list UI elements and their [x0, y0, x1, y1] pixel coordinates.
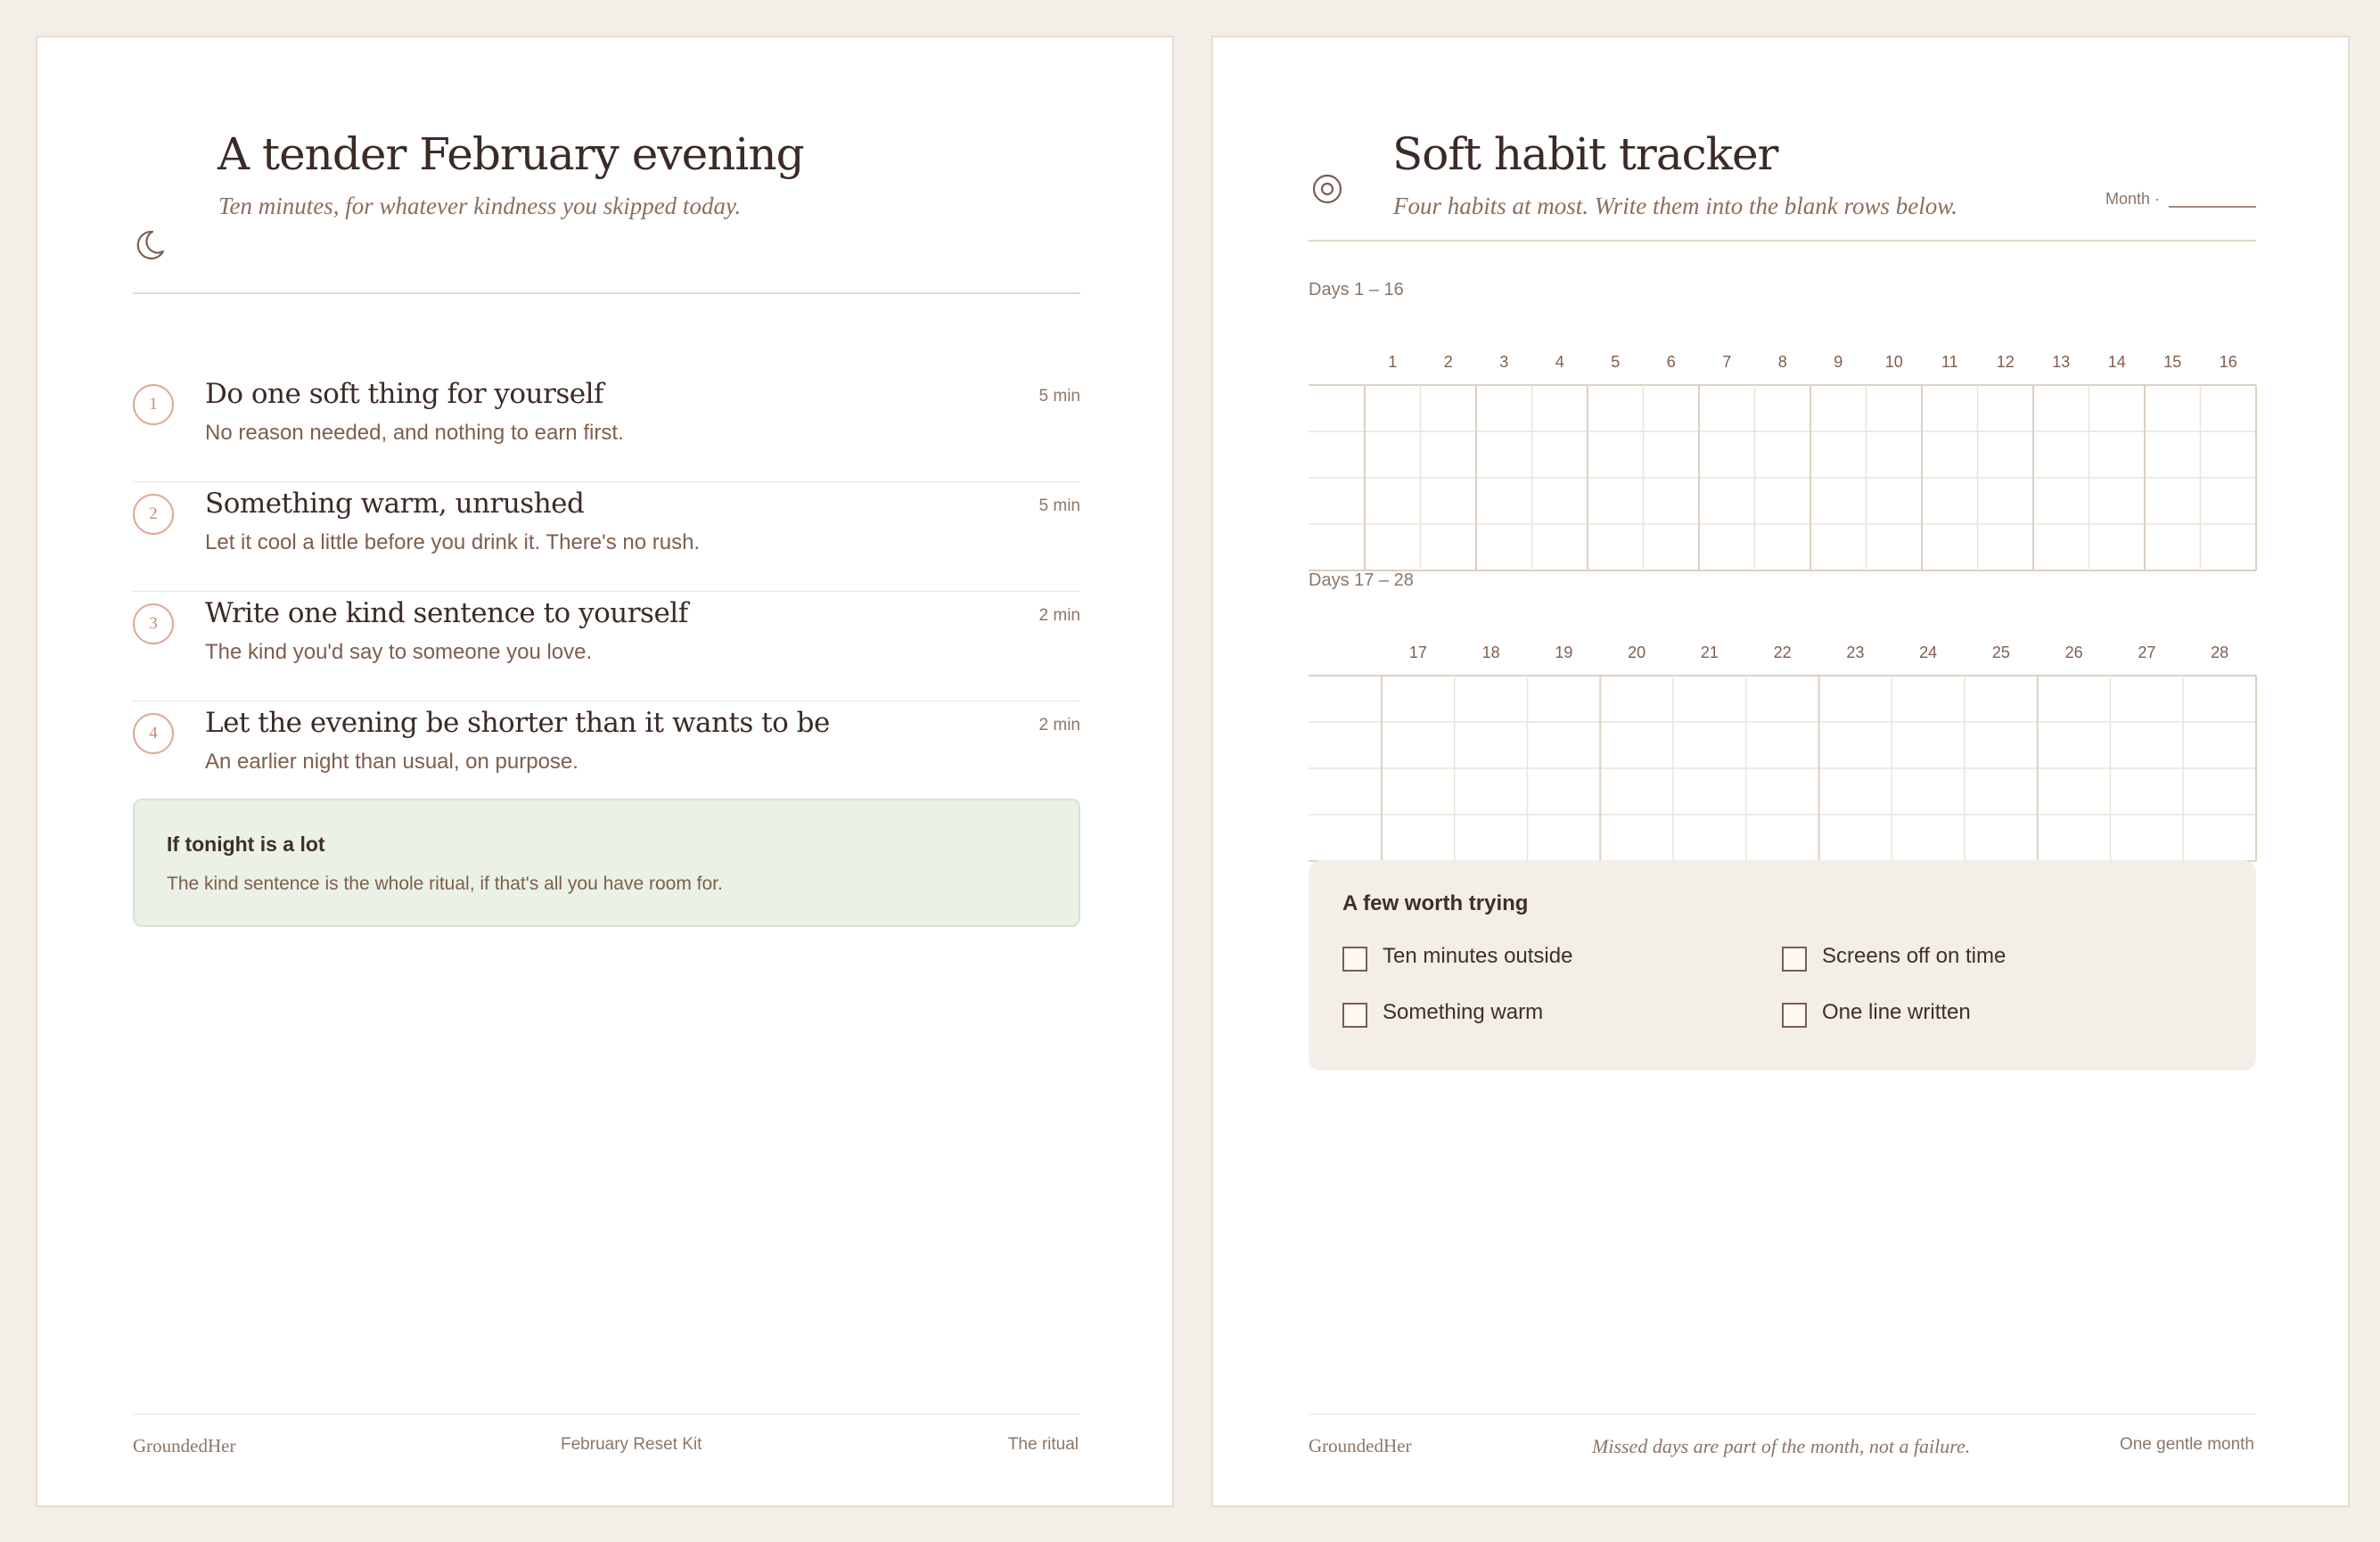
moon-icon: [133, 226, 168, 262]
step-duration: 5 min: [1038, 387, 1080, 406]
day-number: 11: [1941, 353, 1958, 371]
habit-name-cell[interactable]: [1309, 676, 1382, 722]
footer-divider: [1309, 1414, 2256, 1415]
checkbox[interactable]: [1342, 947, 1367, 972]
day-number: 27: [2138, 644, 2156, 661]
habit-name-cell[interactable]: [1309, 478, 1365, 524]
section-label-days-1-16: Days 1 – 16: [1309, 280, 1404, 299]
ritual-item: [133, 373, 1080, 482]
checkbox[interactable]: [1782, 1003, 1807, 1028]
page-title: Soft habit tracker: [1392, 128, 1778, 180]
footer-center: February Reset Kit: [561, 1435, 702, 1454]
day-number: 13: [2052, 353, 2071, 371]
day-number: 6: [1666, 353, 1676, 371]
month-label: Month ·: [2105, 190, 2161, 208]
day-number: 22: [1773, 644, 1792, 661]
habit-name-cell[interactable]: [1309, 385, 1365, 431]
day-number: 10: [1884, 353, 1903, 371]
day-number: 12: [1996, 353, 2015, 371]
ritual-item: [133, 701, 1080, 811]
habit-name-cell[interactable]: [1309, 815, 1382, 861]
suggestion-label: Screens off on time: [1822, 944, 2007, 968]
day-number: 19: [1555, 644, 1573, 661]
header-divider: [133, 292, 1080, 294]
day-number: 21: [1700, 644, 1719, 661]
target-icon: [1309, 171, 1345, 207]
footer-center: Missed days are part of the month, not a failure.: [1592, 1435, 1971, 1457]
day-number: 9: [1834, 353, 1843, 371]
day-number: 26: [2064, 644, 2083, 661]
month-input-line[interactable]: [2169, 206, 2256, 208]
day-number: 20: [1628, 644, 1646, 661]
step-duration: 2 min: [1038, 606, 1080, 625]
page-subtitle: Ten minutes, for whatever kindness you skipped today.: [218, 193, 742, 219]
callout-body: The kind sentence is the whole ritual, if that's all you have room for.: [167, 874, 723, 894]
step-number: 1: [133, 384, 174, 425]
habit-name-cell[interactable]: [1309, 768, 1382, 815]
suggestion-label: One line written: [1822, 1000, 1971, 1024]
step-title: Do one soft thing for yourself: [205, 378, 603, 410]
footer-brand: GroundedHer: [133, 1435, 236, 1456]
callout-title: If tonight is a lot: [167, 833, 325, 856]
day-number: 17: [1408, 644, 1427, 661]
page-subtitle: Four habits at most. Write them into the blank rows below.: [1393, 193, 1957, 219]
day-number: 8: [1777, 353, 1787, 371]
ritual-page: [36, 36, 1174, 1507]
suggestions-box: [1309, 860, 2256, 1070]
tracker-page: [1211, 36, 2350, 1507]
day-number: 16: [2219, 353, 2237, 371]
step-description: Let it cool a little before you drink it. There's no rush.: [205, 530, 701, 554]
habit-name-cell[interactable]: [1309, 431, 1365, 478]
day-number: 18: [1481, 644, 1500, 661]
checkbox[interactable]: [1342, 1003, 1367, 1028]
day-number: 25: [1991, 644, 2010, 661]
footer-divider: [133, 1414, 1080, 1415]
habit-name-cell[interactable]: [1309, 722, 1382, 768]
day-number: 14: [2107, 353, 2126, 371]
suggestion-label: Something warm: [1383, 1000, 1544, 1024]
step-number: 4: [133, 713, 174, 754]
step-title: Let the evening be shorter than it wants to be: [205, 707, 830, 739]
step-description: No reason needed, and nothing to earn first.: [205, 421, 624, 445]
day-number: 15: [2163, 353, 2182, 371]
step-title: Write one kind sentence to yourself: [205, 597, 688, 629]
day-number: 7: [1722, 353, 1732, 371]
header-divider: [1309, 240, 2256, 242]
step-number: 2: [133, 494, 174, 535]
ritual-item: [133, 482, 1080, 592]
section-label-days-17-28: Days 17 – 28: [1309, 570, 1414, 590]
page-title: A tender February evening: [217, 128, 804, 180]
step-duration: 2 min: [1038, 716, 1080, 734]
day-number: 28: [2211, 644, 2229, 661]
step-number: 3: [133, 603, 174, 644]
day-number: 4: [1555, 353, 1564, 371]
ritual-item: [133, 592, 1080, 701]
suggestions-title: A few worth trying: [1342, 891, 1529, 915]
footer-right: One gentle month: [2119, 1435, 2254, 1454]
habit-grid-days-17-28[interactable]: [1309, 595, 2256, 863]
habit-name-cell[interactable]: [1309, 524, 1365, 570]
day-number: 2: [1443, 353, 1453, 371]
day-number: 5: [1611, 353, 1621, 371]
step-description: The kind you'd say to someone you love.: [205, 640, 593, 664]
step-title: Something warm, unrushed: [205, 488, 585, 520]
day-number: 23: [1846, 644, 1865, 661]
callout-box: [133, 799, 1080, 927]
day-number: 3: [1499, 353, 1509, 371]
day-number: 24: [1919, 644, 1938, 661]
checkbox[interactable]: [1782, 947, 1807, 972]
step-description: An earlier night than usual, on purpose.: [205, 750, 579, 774]
footer-brand: GroundedHer: [1309, 1435, 1412, 1456]
habit-grid-days-1-16[interactable]: [1309, 305, 2256, 572]
footer-right: The ritual: [1007, 1435, 1079, 1454]
day-number: 1: [1388, 353, 1398, 371]
step-duration: 5 min: [1038, 496, 1080, 515]
suggestion-label: Ten minutes outside: [1383, 944, 1573, 968]
